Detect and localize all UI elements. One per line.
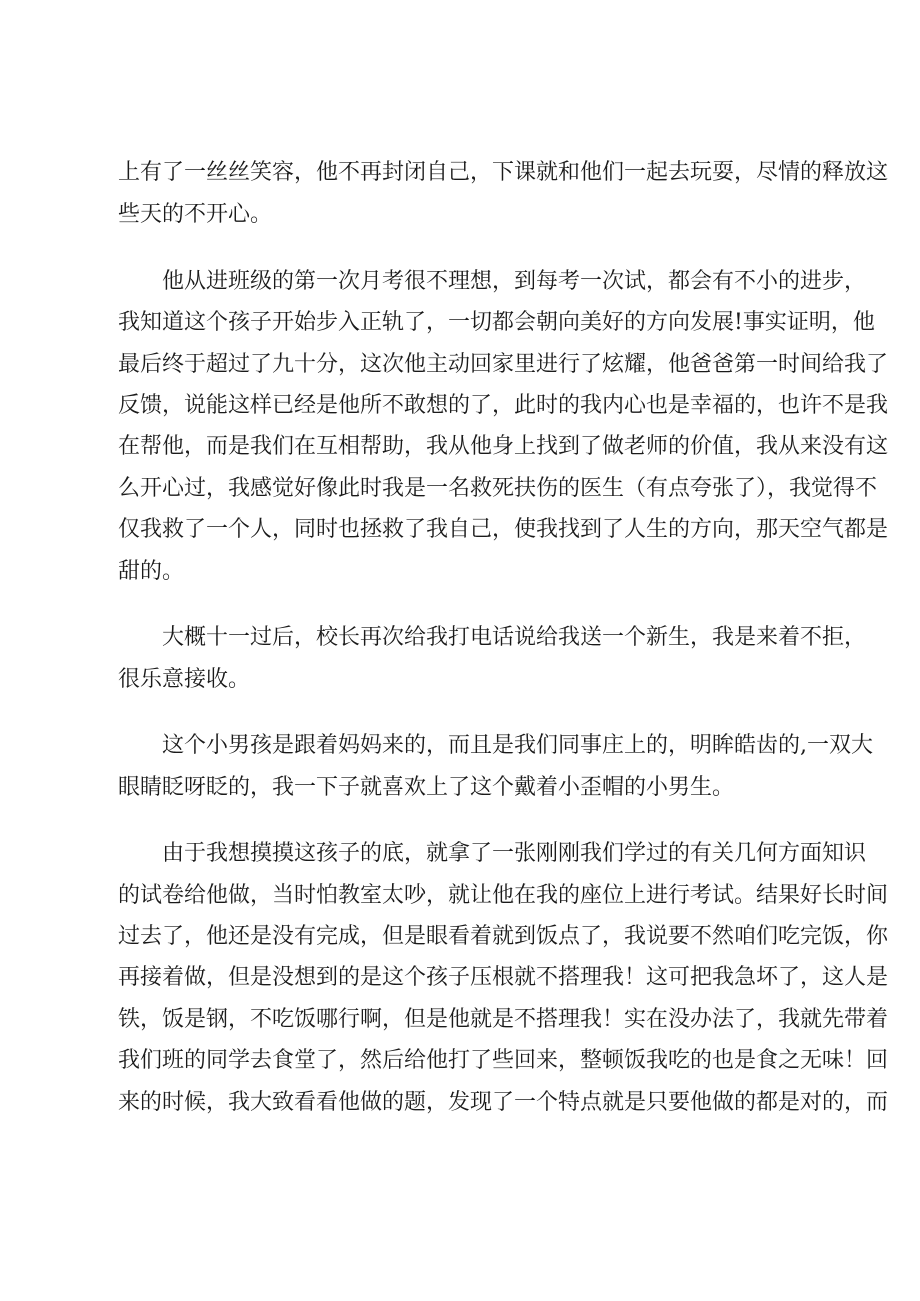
paragraph-2-line-7: 仅我救了一个人，同时也拯救了我自己，使我找到了人生的方向，那天空气都是 bbox=[118, 517, 889, 542]
paragraph-2-line-3: 最后终于超过了九十分，这次他主动回家里进行了炫耀，他爸爸第一时间给我了 bbox=[118, 352, 889, 377]
paragraph-2-line-8: 甜的。 bbox=[118, 559, 185, 584]
paragraph-5-line-4: 再接着做，但是没想到的是这个孩子压根就不搭理我！这可把我急坏了，这人是 bbox=[118, 965, 889, 990]
paragraph-1-line-2: 些天的不开心。 bbox=[118, 202, 273, 227]
paragraph-2-line-4: 反馈，说能这样已经是他所不敢想的了，此时的我内心也是幸福的，也许不是我 bbox=[118, 393, 889, 418]
paragraph-5-line-6: 我们班的同学去食堂了，然后给他打了些回来，整顿饭我吃的也是食之无味！回 bbox=[118, 1048, 889, 1073]
paragraph-5-line-5: 铁，饭是钢，不吃饭哪行啊，但是他就是不搭理我！实在没办法了，我就先带着 bbox=[118, 1007, 889, 1032]
paragraph-2-line-6: 么开心过，我感觉好像此时我是一名救死扶伤的医生（有点夸张了），我觉得不 bbox=[118, 476, 878, 501]
paragraph-5-line-3: 过去了，他还是没有完成，但是眼看着就到饭点了，我说要不然咱们吃完饭，你 bbox=[118, 924, 889, 949]
paragraph-4-line-1: 这个小男孩是跟着妈妈来的，而且是我们同事庄上的，明眸皓齿的,一双大 bbox=[118, 733, 873, 758]
paragraph-4-line-2: 眼睛眨呀眨的，我一下子就喜欢上了这个戴着小歪帽的小男生。 bbox=[118, 775, 735, 800]
paragraph-2-line-5: 在帮他，而是我们在互相帮助，我从他身上找到了做老师的价值，我从来没有这 bbox=[118, 434, 889, 459]
paragraph-5-line-2: 的试卷给他做，当时怕教室太吵，就让他在我的座位上进行考试。结果好长时间 bbox=[118, 883, 889, 908]
paragraph-5-line-1: 由于我想摸摸这孩子的底，就拿了一张刚刚我们学过的有关几何方面知识 bbox=[118, 841, 867, 866]
paragraph-5-line-7: 来的时候，我大致看看他做的题，发现了一个特点就是只要他做的都是对的，而 bbox=[118, 1090, 889, 1115]
paragraph-2-line-2: 我知道这个孩子开始步入正轨了，一切都会朝向美好的方向发展!事实证明，他 bbox=[118, 310, 875, 335]
paragraph-3-line-1: 大概十一过后，校长再次给我打电话说给我送一个新生，我是来着不拒， bbox=[118, 625, 867, 650]
paragraph-1-line-1: 上有了一丝丝笑容，他不再封闭自己，下课就和他们一起去玩耍，尽情的释放这 bbox=[118, 160, 889, 185]
paragraph-3-line-2: 很乐意接收。 bbox=[118, 667, 251, 692]
paragraph-2-line-1: 他从进班级的第一次月考很不理想，到每考一次试，都会有不小的进步， bbox=[118, 269, 867, 294]
